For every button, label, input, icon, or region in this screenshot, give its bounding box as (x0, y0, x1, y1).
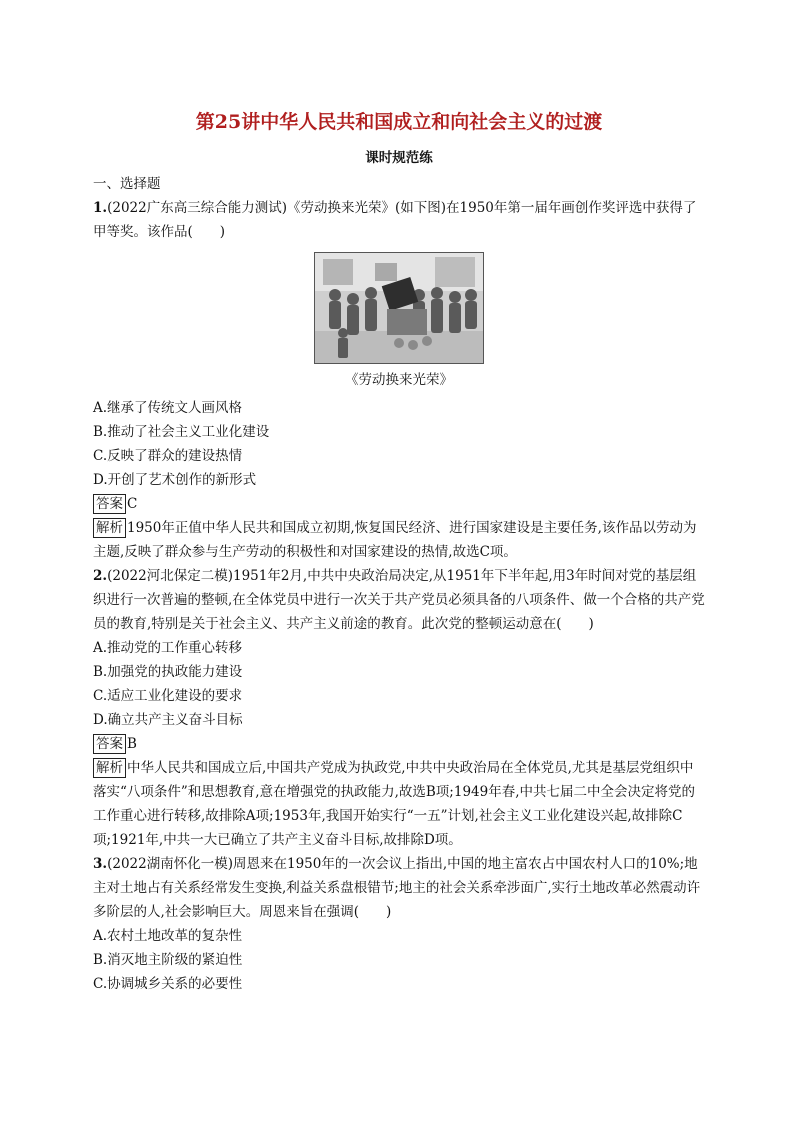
option-a: A.农村土地改革的复杂性 (93, 928, 243, 944)
analysis-line (93, 756, 705, 852)
analysis-tag: 解析 (93, 758, 126, 778)
option-a: A.继承了传统文人画风格 (93, 400, 243, 416)
analysis-text: 1950年正值中华人民共和国成立初期,恢复国民经济、进行国家建设是主要任务,该作品以劳动为主题,反映了群众参与生产劳动的积极性和对国家建设的热情,故选C项。 (93, 520, 697, 560)
answer-line (93, 732, 705, 756)
question-text: (2022广东高三综合能力测试)《劳动换来光荣》(如下图)在1950年第一届年画创作奖评选中获得了甲等奖。该作品( ) (93, 200, 697, 240)
analysis-text: 中华人民共和国成立后,中国共产党成为执政党,中共中央政治局在全体党员,尤其是基层党组织中落实“八项条件”和思想教育,意在增强党的执政能力,故选B项;1949年春,中共七届二中全会决定将党的工作重心进行转移,故排除A项;1953年,我国开始实行“一五”计划,社会主义工业化建设兴起,故排除C项;1921年,中共一大已确立了共产主义奋斗目标,故排除D项。 (93, 760, 696, 848)
question-1-stem (93, 196, 705, 244)
question-number: 3. (93, 856, 108, 872)
artwork-image (314, 252, 484, 364)
question-3-stem (93, 852, 705, 924)
option-c: C.适应工业化建设的要求 (93, 688, 243, 704)
question-text: (2022河北保定二模)1951年2月,中共中央政治局决定,从1951年下半年起,用3年时间对党的基层组织进行一次普遍的整顿,在全体党员中进行一次关于共产党员必须具备的八项条件、做一个合格的共产党员的教育,特别是关于社会主义、共产主义前途的教育。此次党的整顿运动意在( ) (93, 568, 705, 632)
analysis-tag: 解析 (93, 518, 126, 538)
question-number: 1. (93, 200, 108, 216)
page-subtitle: 课时规范练 (365, 150, 433, 166)
page-title: 第25讲中华人民共和国成立和向社会主义的过渡 (195, 111, 603, 133)
option-c: C.反映了群众的建设热情 (93, 448, 243, 464)
question-2-stem (93, 564, 705, 636)
option-b: B.推动了社会主义工业化建设 (93, 424, 270, 440)
question-text: (2022湖南怀化一模)周恩来在1950年的一次会议上指出,中国的地主富农占中国农村人口的10%;地主对土地占有关系经常发生变换,利益关系盘根错节;地主的社会关系牵涉面广,实行土地改革必然震动许多阶层的人,社会影响巨大。周恩来旨在强调( ) (93, 856, 701, 920)
answer-tag: 答案 (93, 734, 126, 754)
figure-caption: 《劳动换来光荣》 (345, 372, 453, 388)
section-heading: 一、选择题 (93, 176, 161, 192)
answer-line (93, 492, 705, 516)
option-a: A.推动党的工作重心转移 (93, 640, 243, 656)
analysis-line (93, 516, 705, 564)
artwork-illustration (315, 253, 483, 363)
document-content (93, 108, 705, 996)
answer-tag: 答案 (93, 494, 126, 514)
option-b: B.消灭地主阶级的紧迫性 (93, 952, 243, 968)
option-d: D.确立共产主义奋斗目标 (93, 712, 243, 728)
option-c: C.协调城乡关系的必要性 (93, 976, 243, 992)
option-b: B.加强党的执政能力建设 (93, 664, 243, 680)
option-d: D.开创了艺术创作的新形式 (93, 472, 257, 488)
question-number: 2. (93, 568, 108, 584)
answer-value: B (127, 736, 137, 752)
answer-value: C (127, 496, 138, 512)
